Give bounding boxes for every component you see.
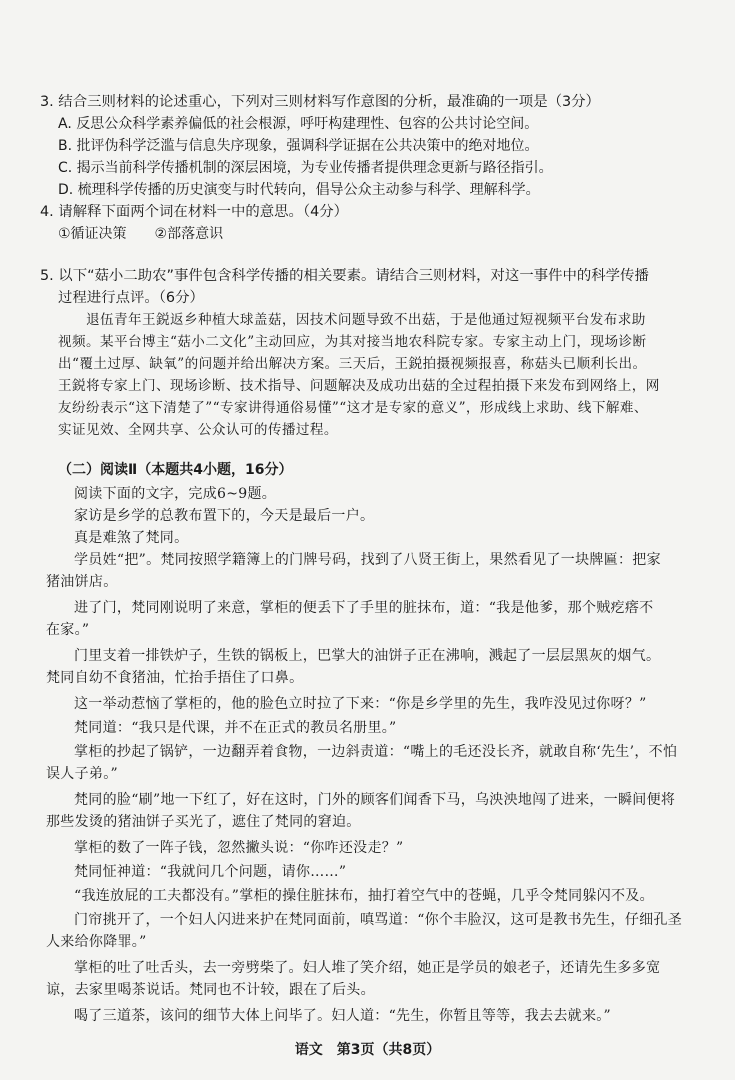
story-line: 家访是乡学的总教布置下的，今天是最后一户。 [74,508,375,524]
question-4-stem: 4. 请解释下面两个词在材料一中的意思。（4分） [40,204,349,220]
question-5-passage-line: 视频。某平台博主“菇小二文化”主动回应，为其对接当地农科院专家。专家主动上门，现场诊断 [58,334,647,350]
story-line: 学员姓“把”。梵同按照学籍簿上的门牌号码，找到了八贤王街上，果然看见了一块牌匾：把家 [74,552,661,568]
story-line: 猪油饼店。 [46,574,118,590]
story-line: 在家。” [46,622,90,638]
question-5-passage-line: 退伍青年王鋭返乡种植大球盖菇，因技术问题导致不出菇，于是他通过短视频平台发布求助 [86,312,646,328]
story-line: 那些发烫的猪油饼子买光了，遮住了梵同的窘迫。 [46,814,361,830]
story-line: 掌柜的抄起了锅铲，一边翻弄着食物，一边斜责道：“嘴上的毛还没长齐，就敢自称‘先生’，不怕 [74,744,678,760]
story-line: 梵同自幼不食猪油，忙抬手捂住了口鼻。 [46,670,304,686]
story-line: 掌柜的吐了吐舌头，去一旁劈柴了。妇人堆了笑介绍，她正是学员的娘老子，还请先生多多宽 [74,960,661,976]
question-5-passage-line: 出“覆土过厚、缺氧”的问题并给出解决方案。三天后，王鋭拍摄视频报喜，称菇头已顺利长出。 [58,356,647,372]
section-heading: （二）阅读Ⅱ（本题共4小题，16分） [58,462,293,478]
story-line: 梵同道：“我只是代课，并不在正式的教员名册里。” [74,720,397,736]
question-3-option-b: B. 批评伪科学泛滥与信息失序现象，强调科学证据在公共决策中的绝对地位。 [58,138,539,154]
story-line: 这一举动惹恼了掌柜的，他的脸色立时拉了下来：“你是乡学里的先生，我咋没见过你呀？” [74,696,647,712]
question-3-option-c: C. 揭示当前科学传播机制的深层困境，为专业传播者提供理念更新与路径指引。 [58,160,553,176]
question-4-terms: ①循证决策 ②部落意识 [58,226,224,242]
question-5-passage-line: 友纷纷表示“这下清楚了”“专家讲得通俗易懂”“这才是专家的意义”，形成线上求助、线下解难、 [58,400,648,416]
story-line: 误人子弟。” [46,766,118,782]
story-line: 真是难煞了梵同。 [74,530,189,546]
question-5-passage-line: 实证见效、全网共享、公众认可的传播过程。 [58,422,338,438]
story-line: 进了门，梵同刚说明了来意，掌柜的便丢下了手里的脏抹布，道：“我是他爹，那个贼疙瘩不 [74,600,654,616]
story-line: “我连放屁的工夫都没有。”掌柜的操住脏抹布，抽打着空气中的苍蝇，几乎令梵同躲闪不及。 [74,888,654,904]
question-5-stem-line-1: 5. 以下“菇小二助农”事件包含科学传播的相关要素。请结合三则材料，对这一事件中的科学传播 [40,268,649,284]
story-line: 门帘挑开了，一个妇人闪进来护在梵同面前，嗔骂道：“你个丰脸汉，这可是教书先生，仔细孔圣 [74,912,683,928]
question-5-stem-line-2: 过程进行点评。（6分） [58,290,204,306]
question-3-option-d: D. 梳理科学传播的历史演变与时代转向，倡导公众主动参与科学、理解科学。 [58,182,540,198]
story-line: 梵同怔神道：“我就问几个问题，请你……” [74,864,347,880]
question-3-stem: 3. 结合三则材料的论述重心，下列对三则材料写作意图的分析，最准确的一项是（3分） [40,94,600,110]
story-line: 掌柜的数了一阵子钱，忽然撇头说：“你咋还没走？” [74,840,404,856]
question-3-option-a: A. 反思公众科学素养偏低的社会根源，呼吁构建理性、包容的公共讨论空间。 [58,116,539,132]
story-line: 谅，去家里喝茶说话。梵同也不计较，跟在了后头。 [46,982,375,998]
story-line: 喝了三道茶，该问的细节大体上问毕了。妇人道：“先生，你暂且等等，我去去就来。” [74,1008,612,1024]
story-line: 梵同的脸“刷”地一下红了，好在这时，门外的顾客们闻香下马，乌泱泱地闯了进来，一瞬间便将 [74,792,676,808]
story-line: 门里支着一排铁炉子，生铁的锅板上，巴掌大的油饼子正在沸响，溅起了一层层黑灰的烟气。 [74,648,661,664]
story-line: 人来给你降罪。” [46,934,147,950]
question-5-passage-line: 王鋭将专家上门、现场诊断、技术指导、问题解决及成功出菇的全过程拍摄下来发布到网络上，网 [58,378,660,394]
page-footer: 语文 第3页（共8页） [294,1042,441,1058]
section-instruction: 阅读下面的文字，完成6~9题。 [74,486,277,502]
